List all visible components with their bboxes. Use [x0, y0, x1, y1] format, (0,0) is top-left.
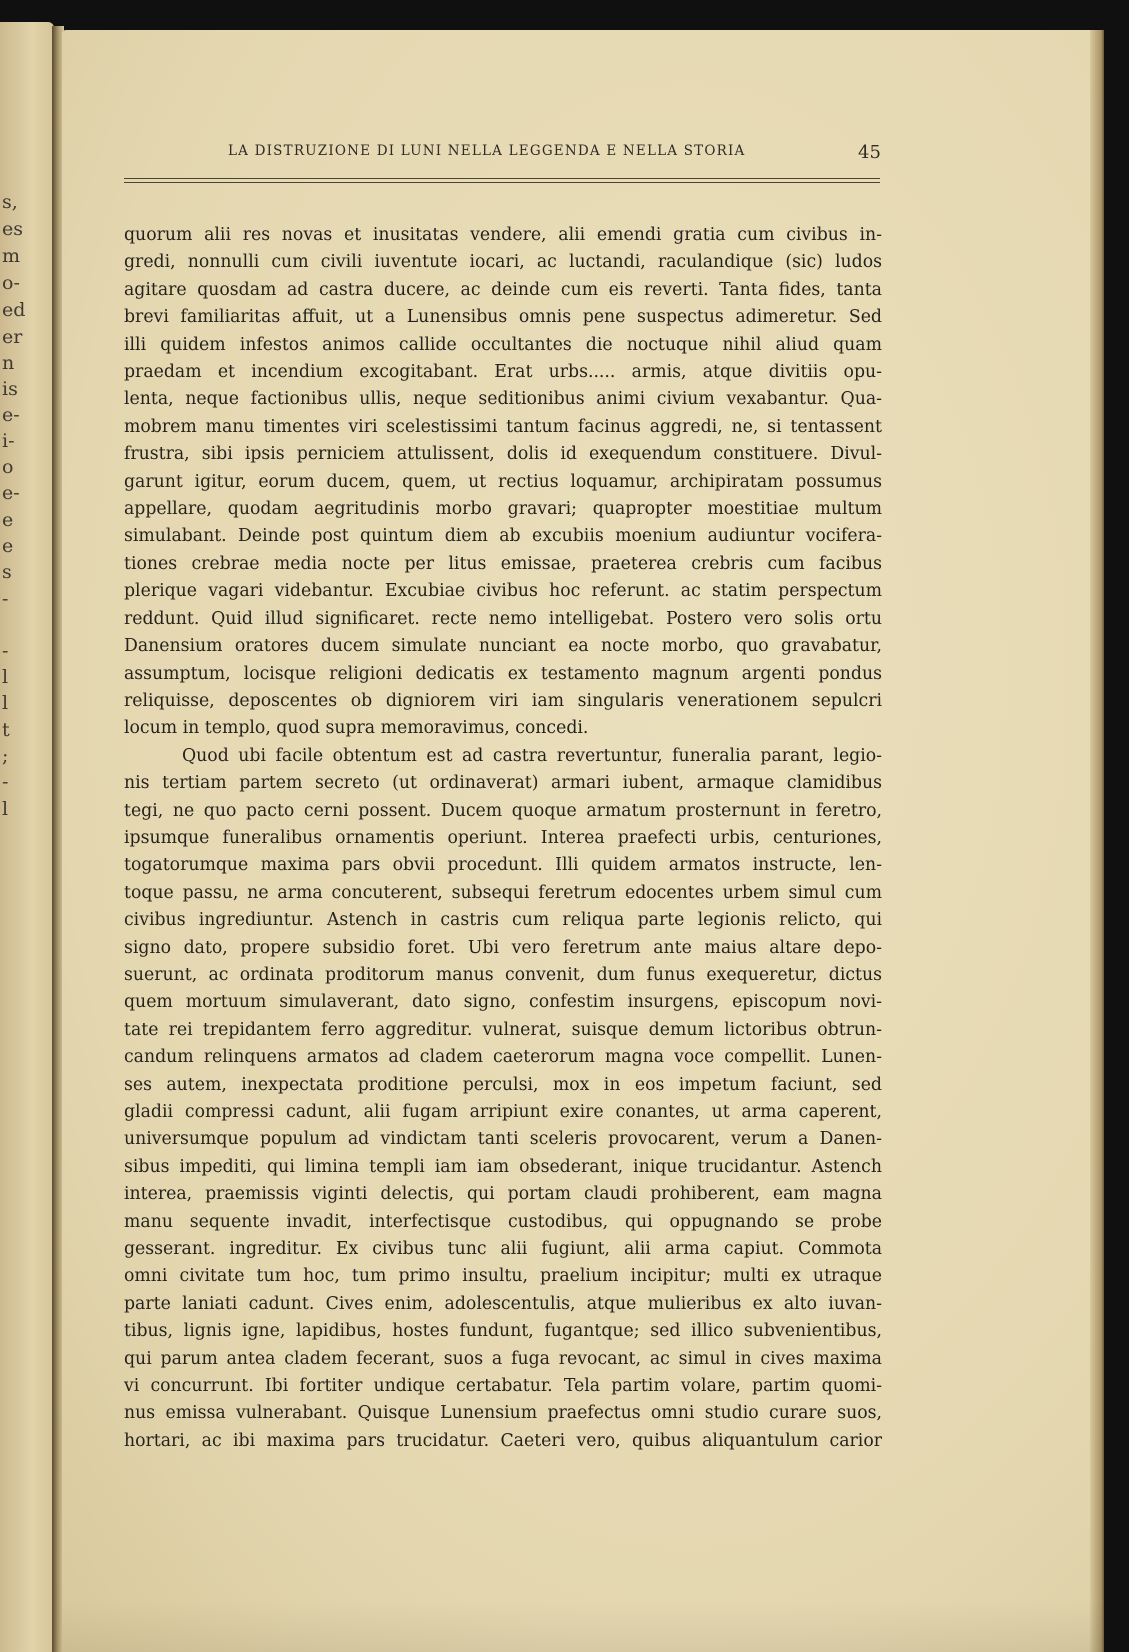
text-line: Danensium oratores ducem simulate nunciant ea nocte morbo, quo gravabatur, [124, 636, 882, 657]
text-line: ses autem, inexpectata proditione perculsi, mox in eos impetum faciunt, sed [124, 1074, 882, 1095]
text-line: omni civitate tum hoc, tum primo insultu, praelium incipitur; multi ex utraque [124, 1266, 882, 1287]
text-line: garunt igitur, eorum ducem, quem, ut rectius loquamur, archipiratam possumus [124, 471, 882, 492]
facing-page-fragment: - [2, 771, 9, 793]
text-line: manu sequente invadit, interfectisque custodibus, qui oppugnando se probe [124, 1211, 882, 1232]
facing-page-fragment: es [2, 218, 23, 240]
facing-page-fragment: n [2, 352, 15, 374]
text-line: ipsumque funeralibus ornamentis operiunt. Interea praefecti urbis, centuriones, [124, 827, 882, 848]
page-edge-shadow [1090, 30, 1104, 1652]
facing-page-fragment: er [2, 326, 23, 348]
facing-page-fragment: e- [2, 404, 20, 426]
text-line: mobrem manu timentes viri scelestissimi tantum facinus aggredi, ne, si tentassent [124, 416, 882, 437]
facing-page-fragment: t [2, 719, 10, 741]
text-line: civibus ingrediuntur. Astench in castris cum reliqua parte legionis relicto, qui [124, 910, 882, 931]
text-line: vi concurrunt. Ibi fortiter undique certabatur. Tela partim volare, partim quomi- [124, 1376, 882, 1397]
text-line: reddunt. Quid illud significaret. recte nemo intelligebat. Postero vero solis ortu [124, 608, 882, 629]
text-line: simulabant. Deinde post quintum diem ab excubiis moenium audiuntur vocifera- [124, 526, 882, 547]
running-title: LA DISTRUZIONE DI LUNI NELLA LEGGENDA E NELLA STORIA [228, 143, 746, 159]
text-line: agitare quosdam ad castra ducere, ac deinde cum eis reverti. Tanta fides, tanta [124, 279, 882, 300]
text-line: gladii compressi cadunt, alii fugam arripiunt exire conantes, ut arma caperent, [124, 1102, 882, 1122]
text-line: brevi familiaritas affuit, ut a Lunensibus omnis pene suspectus adimeretur. Sed [124, 307, 882, 328]
text-line: lenta, neque factionibus ullis, neque seditionibus animi civium vexabantur. Qua- [124, 389, 882, 410]
facing-page-fragment: o- [2, 272, 20, 294]
text-line: locum in templo, quod supra memoravimus, concedi. [124, 718, 589, 739]
facing-page-fragment: - [2, 640, 9, 662]
facing-page-edge [0, 22, 54, 1652]
text-line: nus emissa vulnerabant. Quisque Lunensium praefectus omni studio curare suos, [124, 1403, 882, 1424]
text-line: frustra, sibi ipsis perniciem attulissent, dolis id exequendum constituere. Divul- [124, 444, 882, 465]
text-line: qui parum antea cladem fecerant, suos a fuga revocant, ac simul in cives maxima [124, 1348, 882, 1369]
facing-page-fragment: ; [2, 745, 9, 767]
text-line: plerique vagari videbantur. Excubiae civibus hoc referunt. ac statim perspectum [124, 581, 882, 602]
text-line: suerunt, ac ordinata proditorum manus convenit, dum funus exequeretur, dictus [124, 964, 882, 985]
facing-page-fragment: i- [2, 430, 15, 452]
text-line: toque passu, ne arma concuterent, subsequi feretrum edocentes urbem simul cum [124, 882, 882, 903]
text-line: reliquisse, deposcentes ob digniorem viri iam singularis venerationem sepulcri [124, 690, 882, 711]
text-line: quem mortuum simulaverant, dato signo, confestim insurgens, episcopum novi- [124, 992, 882, 1013]
body-text [124, 222, 882, 1455]
facing-page-fragment: e- [2, 482, 20, 504]
text-line: togatorumque maxima pars obvii procedunt. Illi quidem armatos instructe, len- [124, 855, 882, 876]
text-line: gesserant. ingreditur. Ex civibus tunc alii fugiunt, alii arma capiut. Commota [124, 1239, 882, 1260]
text-line: hortari, ac ibi maxima pars trucidatur. Caeteri vero, quibus aliquantulum carior [124, 1430, 882, 1451]
facing-page-fragment: l [2, 692, 9, 714]
facing-page-fragment: is [2, 378, 18, 400]
text-line: tibus, lignis igne, lapidibus, hostes fundunt, fugantque; sed illico subvenientibus, [124, 1321, 882, 1342]
facing-page-fragment: o [2, 456, 14, 478]
text-line: interea, praemissis viginti delectis, qui portam claudi prohiberent, eam magna [124, 1184, 882, 1205]
text-line: tiones crebrae media nocte per litus emissae, praeterea crebris cum facibus [124, 553, 882, 574]
facing-page-fragment: - [2, 588, 9, 610]
header-rule-top [124, 178, 880, 179]
text-line: Quod ubi facile obtentum est ad castra revertuntur, funeralia parant, legio- [182, 745, 882, 766]
facing-page-fragment: l [2, 666, 9, 688]
text-line: universumque populum ad vindictam tanti sceleris provocarent, verum a Danen- [124, 1129, 882, 1150]
text-line: tate rei trepidantem ferro aggreditur. vulnerat, suisque demum lictoribus obtrun- [124, 1019, 882, 1040]
facing-page-fragment: s, [2, 191, 18, 213]
text-line: praedam et incendium excogitabant. Erat urbs..... armis, atque divitiis opu- [124, 362, 882, 383]
header-rule-bottom [124, 182, 880, 183]
page-shading [62, 1600, 1102, 1652]
facing-page-fragment: l [2, 798, 9, 820]
facing-page-fragment: m [2, 245, 21, 267]
facing-page-fragment: ed [2, 299, 26, 321]
text-line: signo dato, propere subsidio foret. Ubi vero feretrum ante maius altare depo- [124, 937, 882, 958]
text-line: parte laniati cadunt. Cives enim, adolescentulis, atque mulieribus ex alto iuvan- [124, 1293, 882, 1314]
text-line: assumptum, locisque religioni dedicatis ex testamento magnum argenti pondus [124, 663, 882, 684]
text-line: tegi, ne quo pacto cerni possent. Ducem quoque armatum prosternunt in feretro, [124, 800, 882, 821]
facing-page-fragment: s [2, 561, 12, 583]
text-line: nis tertiam partem secreto (ut ordinaverat) armari iubent, armaque clamidibus [124, 773, 882, 794]
text-line: quorum alii res novas et inusitatas vendere, alii emendi gratia cum civibus in- [124, 225, 882, 245]
text-line: candum relinquens armatos ad cladem caeterorum magna voce compellit. Lunen- [124, 1047, 882, 1068]
page-number: 45 [858, 142, 881, 163]
text-line: illi quidem infestos animos callide occultantes die noctuque nihil aliud quam [124, 334, 882, 355]
facing-page-fragment: e [2, 509, 14, 531]
facing-page-fragment: e [2, 535, 14, 557]
text-line: sibus impediti, qui limina templi iam iam obsederant, inique trucidantur. Astench [124, 1156, 882, 1177]
text-line: gredi, nonnulli cum civili iuventute iocari, ac luctandi, raculandique (sic) ludos [124, 252, 882, 273]
text-line: appellare, quodam aegritudinis morbo gravari; quapropter moestitiae multum [124, 499, 882, 520]
